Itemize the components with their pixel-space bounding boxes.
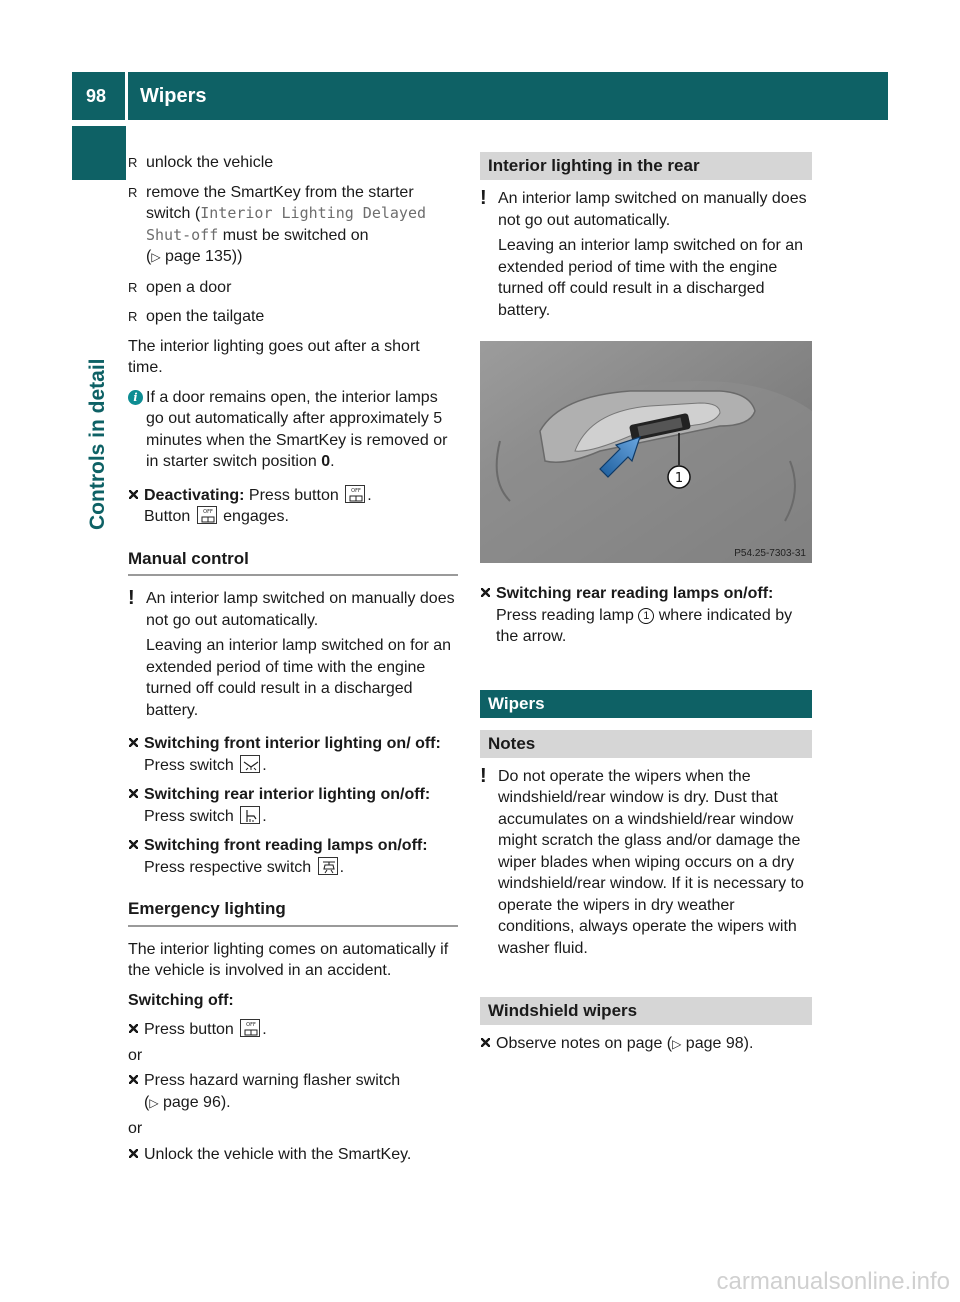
list-item: R open a door <box>128 277 458 299</box>
callout-marker: 1 <box>638 608 654 624</box>
page-ref-arrow-icon: ▷ <box>672 1037 682 1051</box>
photo-callout: 1 <box>674 471 684 486</box>
page-ref-arrow-icon: ▷ <box>151 250 161 264</box>
warning-icon: ! <box>128 587 135 609</box>
step-item: Deactivating: Press button OFF . Button OFF engages. <box>128 485 458 528</box>
warning-note: ! An interior lamp switched on manually does not go out automatically. Leaving an interior lamp switched on for an extended period of time with the engine turned off could result in a discharged battery. <box>480 187 807 319</box>
list-item: R open the tailgate <box>128 306 458 328</box>
step-item: Press hazard warning flasher switch (▷ page 96). <box>128 1070 458 1114</box>
section-title-emergency-lighting: Emergency lighting <box>128 898 458 927</box>
warning-icon: ! <box>480 764 487 787</box>
section-title-manual-control: Manual control <box>128 548 458 577</box>
section-title-interior-rear: Interior lighting in the rear <box>480 152 812 180</box>
warning-icon: ! <box>480 187 487 209</box>
rear-reading-lamp-photo <box>480 341 812 563</box>
step-item: Switching rear reading lamps on/off: Press reading lamp 1 where indicated by the arrow. <box>480 583 812 648</box>
page-ref-arrow-icon: ▷ <box>149 1095 159 1110</box>
interior-off-button-icon <box>197 506 217 524</box>
left-column <box>128 152 458 1165</box>
reading-lamp-icon <box>318 857 338 875</box>
photo-caption: P54.25-7303-31 <box>734 548 806 559</box>
header-divider <box>125 72 128 120</box>
step-item: Switching front interior lighting on/ off: Press switch . <box>128 733 458 776</box>
svg-text:OFF: OFF <box>246 1022 257 1028</box>
info-note: i If a door remains open, the interior lamps go out automatically after approximately 5 minutes when the SmartKey is removed or in starter switch position 0. <box>128 387 458 473</box>
watermark: carmanualsonline.info <box>716 1268 950 1295</box>
setting-name: Interior Lighting Delayed Shut-off <box>146 204 427 244</box>
section-title-windshield-wipers: Windshield wipers <box>480 997 812 1025</box>
rear-interior-light-icon <box>240 806 260 824</box>
interior-off-button-icon <box>345 485 365 503</box>
svg-text:OFF: OFF <box>351 487 362 494</box>
svg-text:OFF: OFF <box>202 509 213 515</box>
front-interior-light-icon <box>240 755 260 773</box>
side-tab-block <box>72 126 126 180</box>
page-number: 98 <box>86 86 107 106</box>
step-item: Press button OFF . <box>128 1019 458 1041</box>
section-title-wipers: Wipers <box>480 690 812 718</box>
paragraph: The interior lighting comes on automatically if the vehicle is involved in an accident. <box>128 940 449 979</box>
page-title: Wipers <box>140 85 207 107</box>
right-column <box>480 152 812 1056</box>
step-item: Switching rear interior lighting on/off: Press switch . <box>128 784 458 827</box>
warning-note: ! An interior lamp switched on manually does not go out automatically. Leaving an interior lamp switched on for an extended period of time with the engine turned off could result in a discharged battery. <box>128 587 455 719</box>
section-title-notes: Notes <box>480 730 812 758</box>
interior-off-button-icon <box>240 1019 260 1037</box>
or-text: or <box>128 1120 143 1137</box>
paragraph: The interior lighting goes out after a short time. <box>128 337 420 376</box>
info-icon: i <box>128 390 143 405</box>
or-text: or <box>128 1046 143 1064</box>
side-label: Controls in detail <box>86 358 109 530</box>
subheading: Switching off: <box>128 991 234 1009</box>
warning-note: ! Do not operate the wipers when the windshield/rear window is dry. Dust that accumulates on a windshield/rear window might scratch the glass and/or damage the wiper blades when wiping occurs on a dry windshield/rear window. If it is necessary to operate the wipers in dry weather conditions, always operate the wipers with washer fluid. <box>480 764 804 957</box>
step-item: Unlock the vehicle with the SmartKey. <box>128 1144 458 1166</box>
side-label-container <box>86 190 112 530</box>
list-item: R remove the SmartKey from the starter switch (Interior Lighting Delayed Shut-off must be switched on (▷ page 135)) <box>128 182 458 269</box>
list-item: R unlock the vehicle <box>128 152 458 174</box>
step-item: Switching front reading lamps on/off: Press respective switch . <box>128 835 458 878</box>
step-item: Observe notes on page (▷ page 98). <box>480 1033 812 1056</box>
